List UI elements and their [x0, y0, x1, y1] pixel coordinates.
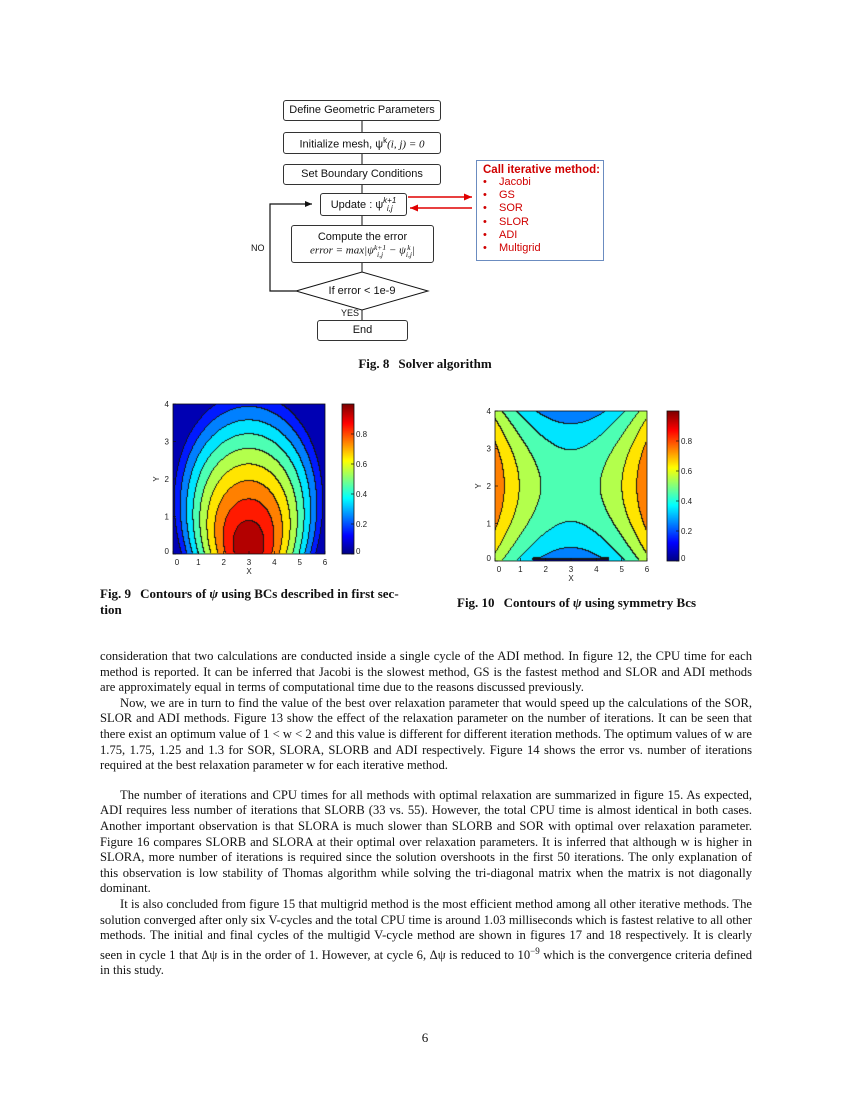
page-number: 6	[421, 1030, 429, 1045]
update-label	[331, 197, 397, 213]
fig9-x-tick-label: 1	[196, 558, 201, 567]
fig10-x-tick-label: 3	[568, 565, 574, 574]
fig9-y-tick-label: 4	[164, 400, 169, 409]
define-parameters-label: Define Geometric Parameters	[289, 104, 435, 116]
paragraph-4-text: It is also concluded from figure 15 that multigrid method is the most efficient method among all other iterative methods. The solution converged after only six V-cycles and the total CPU time is around 1.03 milliseconds which is fastest relative to all other methods. The initial and final cycles of the multigid V-cycle method are shown in figures 17 and 18 respectively. It is clearly seen in cycle 1 that Δψ is in the order of 1. However, at cycle 6, Δψ is reduced to 10	[100, 896, 752, 962]
method-item: • SLOR	[483, 216, 603, 229]
fig10-x-tick-label: 5	[619, 565, 624, 574]
fig10-axes	[472, 405, 702, 589]
method-item: • Multigrid	[483, 242, 603, 255]
fig8-caption	[0, 356, 850, 372]
paragraph-1: consideration that two calculations are conducted inside a single cycle of the ADI method. In figure 12, the CPU time for each method is reported. It can be inferred that Jacobi is the slowest method, GS is the fastest method and SLOR and ADI methods are approximately equal in terms of computational time due to the reasons discussed previously.	[100, 649, 752, 695]
fig9-y-tick-label: 0	[164, 547, 169, 556]
fig10-colorbar-tick-label: 0.4	[681, 497, 693, 506]
fig9-colorbar-frame	[342, 404, 354, 554]
fig10-x-tick-label: 6	[644, 565, 650, 574]
fig9-x-tick-label: 2	[221, 558, 226, 567]
fig9-y-tick-label: 1	[164, 512, 169, 522]
define-parameters-box	[283, 100, 441, 121]
compute-error-formula-b: − ψ	[386, 244, 406, 257]
method-item: • ADI	[483, 229, 603, 242]
method-list	[483, 176, 603, 255]
fig9-colorbar-tick-label: 0.8	[356, 430, 368, 439]
panel-title: Call iterative method:	[483, 164, 600, 176]
fig9-axes	[148, 398, 378, 582]
compute-error-formula-a: error = max|ψ	[310, 244, 374, 257]
initialize-mesh-label	[299, 134, 424, 152]
fig9-plot-frame	[173, 404, 325, 554]
fig10-y-tick-label: 3	[486, 444, 491, 454]
fig9-x-tick-label: 5	[297, 558, 302, 567]
fig10-caption	[457, 595, 757, 611]
fig8-caption-text: Solver algorithm	[398, 356, 492, 371]
paragraph-4	[100, 897, 752, 979]
fig9-colorbar-tick-label: 0.6	[356, 460, 368, 469]
fig10-y-axis-label: Y	[474, 483, 483, 489]
fig10-caption-b: using symmetry Bcs	[581, 595, 697, 610]
compute-sup2: k	[407, 242, 411, 252]
method-item: • SOR	[483, 202, 603, 215]
paragraph-4-sup: −9	[530, 945, 540, 956]
fig10-colorbar-frame	[667, 411, 679, 561]
fig10-plot	[472, 405, 702, 589]
fig10-caption-sym: ψ	[572, 595, 582, 610]
boundary-conditions-box	[283, 164, 441, 185]
fig9-colorbar-tick-label: 0	[356, 547, 361, 556]
fig10-y-tick-label: 2	[486, 482, 491, 491]
fig10-colorbar-tick-label: 0	[681, 554, 686, 563]
fig10-colorbar-tick-label: 0.2	[681, 527, 693, 536]
fig10-x-tick-label: 0	[496, 565, 502, 574]
fig10-x-tick-label: 4	[594, 565, 599, 574]
fig10-x-axis-label: X	[568, 574, 574, 583]
fig10-colorbar-tick-label: 0.8	[681, 437, 693, 446]
compute-sub2: i,j	[405, 249, 412, 259]
fig9-caption-b: using BCs described in first sec-	[218, 586, 399, 601]
fig10-y-tick-label: 1	[486, 519, 491, 529]
compute-error-formula: error = max|ψ k+1 i,j − ψ k i,j |	[310, 242, 415, 259]
paragraph-2: Now, we are in turn to find the value of the best over relaxation parameter that would speed up the calculations of the SOR, SLOR and ADI methods. Figure 13 show the effect of the relaxation parameter on the number of iterations. It can be seen that there exist an optimum value of 1 < w < 2 and this value is different for different iteration methods. The optimum values of w are 1.75, 1.75, 1.25 and 1.3 for SOR, SLORA, SLORB and ADI respectively. Figure 14 shows the error vs. number of iterations required at the best relaxation parameter w for each iterative method.	[100, 695, 752, 773]
body-text	[100, 649, 752, 979]
fig9-caption-c: tion	[100, 602, 122, 617]
fig10-caption-a: Contours of	[503, 595, 573, 610]
update-sup: k+1	[383, 195, 397, 205]
fig9-y-axis-label: Y	[152, 476, 161, 482]
fig9-colorbar-tick-label: 0.4	[356, 490, 368, 499]
fig9-y-tick-label: 3	[164, 437, 169, 447]
fig10-x-tick-label: 1	[518, 565, 523, 574]
paragraph-4-end: which is the convergence criteria defined in this study.	[100, 947, 753, 978]
fig9-caption-num: Fig. 9	[100, 586, 132, 601]
fig9-x-tick-label: 0	[174, 558, 180, 567]
decision-label: If error < 1e-9	[328, 285, 396, 297]
update-text: Update : ψ	[330, 198, 384, 211]
initialize-mesh-box	[283, 132, 441, 154]
initialize-mesh-text: Initialize mesh, ψ	[299, 138, 384, 151]
fig10-plot-frame	[495, 411, 647, 561]
fig9-plot	[148, 398, 378, 582]
fig10-caption-num: Fig. 10	[457, 595, 495, 610]
fig10-x-tick-label: 2	[543, 565, 548, 574]
initialize-mesh-sup: k	[383, 136, 388, 146]
compute-sub1: i,j	[377, 249, 384, 259]
fig9-caption-sym: ψ	[209, 586, 219, 601]
no-label: NO	[251, 243, 265, 253]
fig9-x-tick-label: 3	[246, 558, 252, 567]
compute-error-box	[291, 225, 434, 263]
compute-sup1: k+1	[373, 242, 387, 252]
fig9-colorbar-tick-label: 0.2	[356, 520, 368, 529]
fig9-y-tick-label: 2	[164, 475, 169, 484]
fig9-caption	[100, 586, 435, 618]
method-item: • Jacobi	[483, 176, 603, 189]
method-item: • GS	[483, 189, 603, 202]
fig9-x-axis-label: X	[246, 567, 252, 576]
paragraph-3: The number of iterations and CPU times for all methods with optimal relaxation are summarized in figure 15. As expected, ADI requires less number of iterations that SLORB (33 vs. 55). However, the total CPU time is almost identical in both cases. Another important observation is that SLORA is much slower than SLORB and SOR with optimal over relaxation parameter. Figure 16 compares SLORB and SLORA at their optimal over relaxation parameters. It is inferred that although w is higher in SLORA, more number of iterations is required since the solution overshoots in the first 50 iterations. The only explanation of this observation is low stability of Thomas algorithm while solving the tri-diagonal matrix when the matrix is not diagonally dominant.	[100, 787, 752, 896]
fig9-caption-a: Contours of	[140, 586, 210, 601]
fig10-y-tick-label: 0	[486, 554, 491, 563]
compute-error-title: Compute the error	[317, 230, 408, 243]
yes-label: YES	[341, 308, 360, 318]
end-label: End	[352, 324, 373, 336]
fig8-caption-num: Fig. 8	[358, 356, 390, 371]
end-box	[317, 320, 408, 341]
boundary-conditions-label: Set Boundary Conditions	[301, 168, 423, 180]
fig10-colorbar-tick-label: 0.6	[681, 467, 693, 476]
fig10-y-tick-label: 4	[486, 407, 491, 416]
initialize-mesh-args: (i, j) = 0	[387, 138, 425, 151]
fig9-x-tick-label: 6	[322, 558, 328, 567]
update-box	[320, 193, 407, 216]
update-sub: i,j	[386, 203, 393, 213]
iterative-method-panel	[476, 160, 604, 261]
fig9-x-tick-label: 4	[272, 558, 277, 567]
